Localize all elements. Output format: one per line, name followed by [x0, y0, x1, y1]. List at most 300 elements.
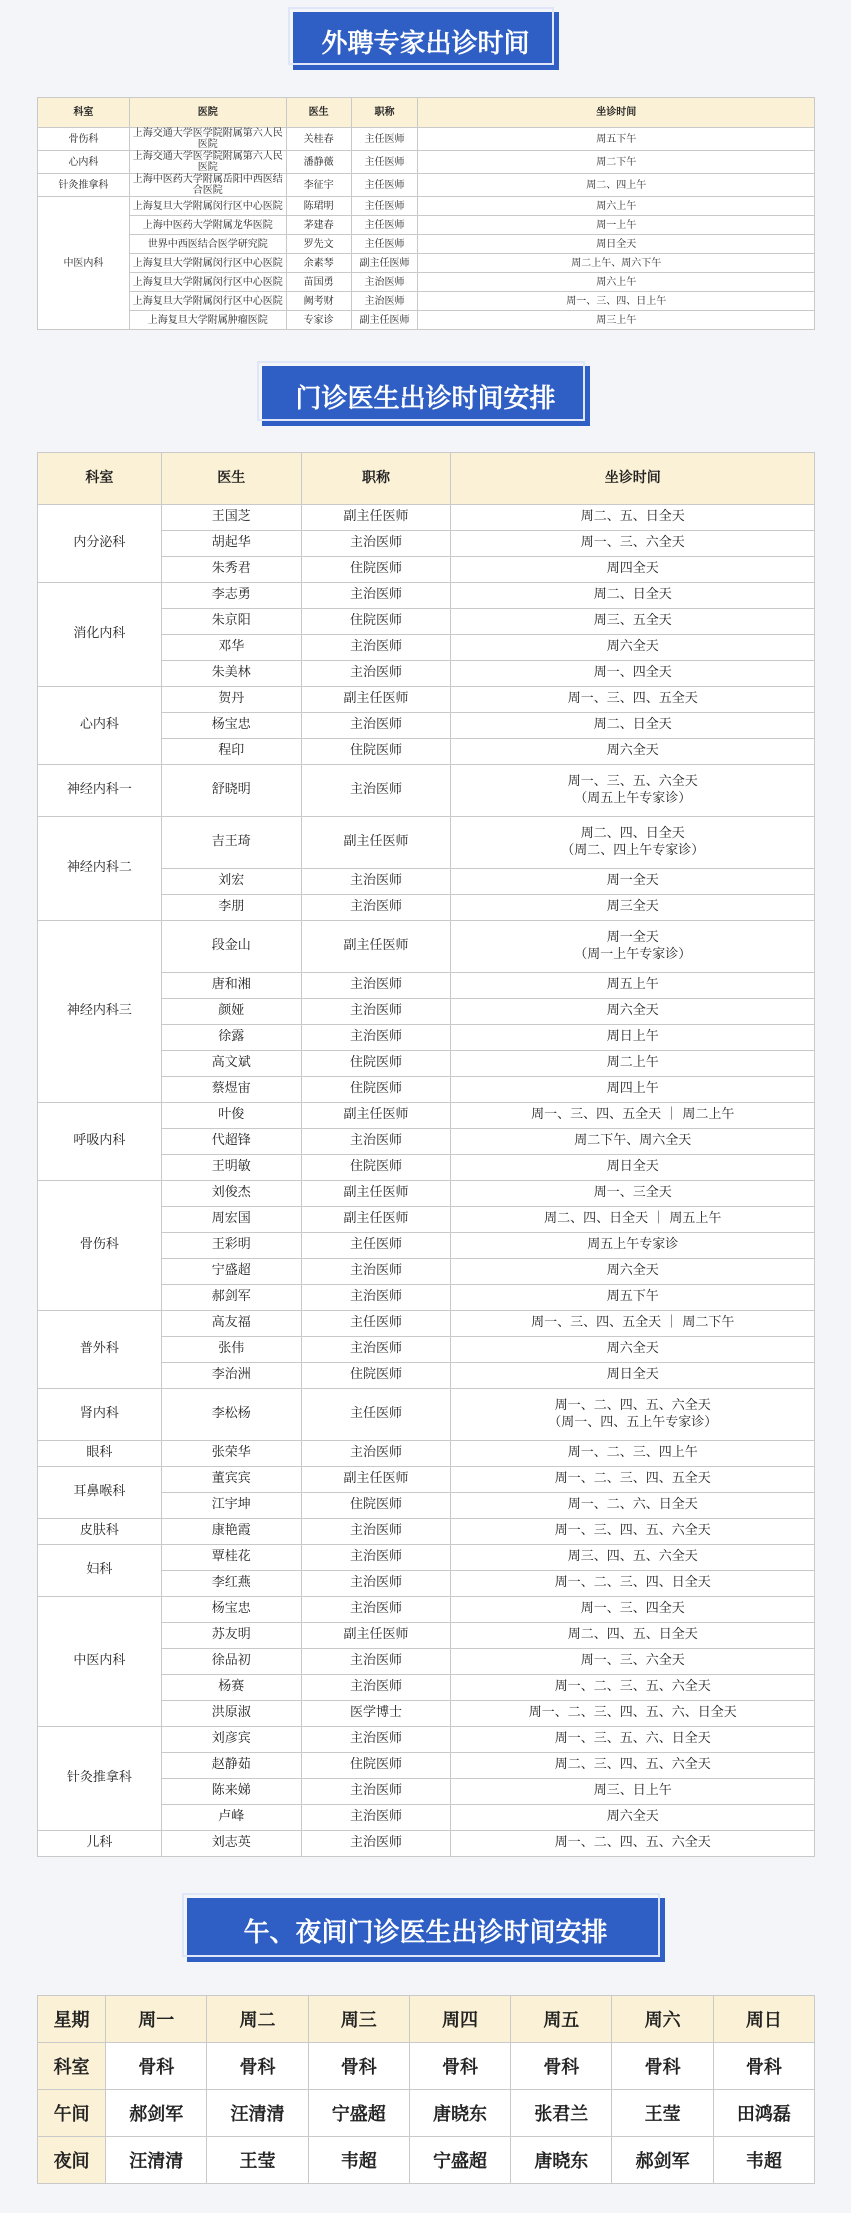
- hospital-cell: 上海中医药大学附属岳阳中西医结合医院: [129, 174, 286, 197]
- schedule-cell: 田鸿磊: [713, 2090, 814, 2137]
- external-expert-table: [37, 97, 815, 330]
- doctor-cell: 朱秀君: [161, 557, 301, 583]
- doctor-cell: 张伟: [161, 1337, 301, 1363]
- doctor-cell: 贺丹: [161, 687, 301, 713]
- doctor-cell: 吉王琦: [161, 817, 301, 869]
- title-cell: 主任医师: [351, 174, 418, 197]
- schedule-cell-line: 周一、四全天: [593, 665, 672, 681]
- table-row: [38, 1545, 815, 1571]
- schedule-cell: 王莹: [207, 2137, 308, 2184]
- schedule-cell: 骨科: [713, 2043, 814, 2090]
- schedule-cell: [451, 1545, 815, 1571]
- table-row: [38, 817, 815, 869]
- hospital-cell: 世界中西医结合医学研究院: [129, 235, 286, 254]
- schedule-cell-line: 周一、三、五、六、日全天: [554, 1731, 711, 1747]
- schedule-cell: 唐晓东: [409, 2090, 510, 2137]
- title-cell: 住院医师: [301, 1051, 451, 1077]
- schedule-cell: [451, 557, 815, 583]
- evening-schedule-table: [37, 1995, 815, 2184]
- table-row: [38, 583, 815, 609]
- doctor-cell: 高文斌: [161, 1051, 301, 1077]
- title-cell: 副主任医师: [301, 687, 451, 713]
- dept-cell: 针灸推拿科: [38, 1727, 162, 1831]
- table-row: [38, 1727, 815, 1753]
- doctor-cell: 郝剑军: [161, 1285, 301, 1311]
- schedule-cell-line: 周日全天: [606, 1367, 659, 1383]
- table-row: [38, 1831, 815, 1857]
- title-cell: 主治医师: [351, 273, 418, 292]
- hospital-cell: 上海复旦大学附属肿瘤医院: [129, 311, 286, 330]
- doctor-cell: 王国芝: [161, 505, 301, 531]
- schedule-cell: [451, 895, 815, 921]
- hospital-cell: 上海交通大学医学院附属第六人民医院: [129, 128, 286, 151]
- schedule-cell: [451, 687, 815, 713]
- dept-cell: 骨伤科: [38, 128, 130, 151]
- title-cell: 住院医师: [301, 557, 451, 583]
- doctor-cell: 专家诊: [286, 311, 351, 330]
- external-header-cell: 医生: [286, 98, 351, 128]
- doctor-cell: 王明敏: [161, 1155, 301, 1181]
- doctor-cell: 舒晓明: [161, 765, 301, 817]
- table-row: [38, 921, 815, 973]
- section-title-external: 外聘专家出诊时间: [293, 12, 559, 70]
- schedule-cell: [451, 1233, 815, 1259]
- doctor-cell: 阙考财: [286, 292, 351, 311]
- title-cell: 住院医师: [301, 1077, 451, 1103]
- schedule-cell: 汪清清: [207, 2090, 308, 2137]
- outpatient-header-cell: 医生: [161, 453, 301, 505]
- doctor-cell: 李朋: [161, 895, 301, 921]
- dept-cell: 心内科: [38, 687, 162, 765]
- table-row: [38, 1181, 815, 1207]
- title-cell: 主治医师: [301, 1441, 451, 1467]
- title-cell: 主治医师: [301, 1779, 451, 1805]
- schedule-cell: [451, 1675, 815, 1701]
- schedule-cell: 周六上午: [418, 273, 815, 292]
- schedule-cell: 韦超: [713, 2137, 814, 2184]
- title-cell: 主治医师: [301, 1727, 451, 1753]
- hospital-cell: 上海中医药大学附属龙华医院: [129, 216, 286, 235]
- dept-cell: 呼吸内科: [38, 1103, 162, 1181]
- title-cell: 副主任医师: [351, 311, 418, 330]
- table-row: [38, 2137, 815, 2184]
- schedule-cell: 周日全天: [418, 235, 815, 254]
- weekday-header-cell: 周二: [207, 1996, 308, 2043]
- schedule-cell: 唐晓东: [511, 2137, 612, 2184]
- title-cell: 副主任医师: [301, 921, 451, 973]
- schedule-cell: [451, 999, 815, 1025]
- schedule-cell: [451, 1701, 815, 1727]
- dept-cell: 内分泌科: [38, 505, 162, 583]
- doctor-cell: 余素琴: [286, 254, 351, 273]
- row-label-cell: 科室: [38, 2043, 106, 2090]
- doctor-cell: 叶俊: [161, 1103, 301, 1129]
- schedule-cell-line: 周一、三全天: [593, 1185, 672, 1201]
- dept-cell: 普外科: [38, 1311, 162, 1389]
- outpatient-schedule-table: [37, 452, 815, 1857]
- table-row: [38, 2043, 815, 2090]
- schedule-cell-line: （周二、四上午专家诊）: [561, 842, 705, 858]
- dept-cell: 眼科: [38, 1441, 162, 1467]
- schedule-cell: [451, 1337, 815, 1363]
- weekday-header-cell: 周三: [308, 1996, 409, 2043]
- schedule-cell: 周二、四上午: [418, 174, 815, 197]
- schedule-cell: [451, 1129, 815, 1155]
- dept-cell: 心内科: [38, 151, 130, 174]
- schedule-cell-line: 周一、三、四、五全天 ｜ 周二上午: [531, 1107, 735, 1123]
- table-row: [38, 151, 815, 174]
- schedule-cell-line: 周一、二、三、四、五全天: [554, 1471, 711, 1487]
- title-cell: 主治医师: [351, 292, 418, 311]
- doctor-cell: 赵静茹: [161, 1753, 301, 1779]
- doctor-cell: 程印: [161, 739, 301, 765]
- doctor-cell: 董宾宾: [161, 1467, 301, 1493]
- title-cell: 主任医师: [351, 216, 418, 235]
- doctor-cell: 杨赛: [161, 1675, 301, 1701]
- schedule-cell: [451, 1519, 815, 1545]
- schedule-cell: 骨科: [308, 2043, 409, 2090]
- schedule-cell-line: 周一全天: [606, 930, 659, 946]
- schedule-cell-line: 周六全天: [606, 1263, 659, 1279]
- table-row: [38, 1597, 815, 1623]
- external-header-cell: 职称: [351, 98, 418, 128]
- schedule-cell: 郝剑军: [612, 2137, 713, 2184]
- schedule-cell: [451, 1389, 815, 1441]
- table-row: [38, 1311, 815, 1337]
- title-cell: 主治医师: [301, 1519, 451, 1545]
- table-row: [38, 1519, 815, 1545]
- schedule-cell: 周二下午: [418, 151, 815, 174]
- schedule-cell: [451, 1441, 815, 1467]
- doctor-cell: 邓华: [161, 635, 301, 661]
- title-cell: 主治医师: [301, 869, 451, 895]
- doctor-cell: 代超锋: [161, 1129, 301, 1155]
- title-cell: 主治医师: [301, 999, 451, 1025]
- title-cell: 住院医师: [301, 1493, 451, 1519]
- section-title-evening: 午、夜间门诊医生出诊时间安排: [187, 1898, 665, 1962]
- table-row: [38, 216, 815, 235]
- doctor-cell: 朱京阳: [161, 609, 301, 635]
- schedule-cell-line: （周一上午专家诊）: [574, 946, 692, 962]
- title-cell: 副主任医师: [301, 505, 451, 531]
- title-cell: 主治医师: [301, 1649, 451, 1675]
- doctor-cell: 洪原淑: [161, 1701, 301, 1727]
- schedule-cell: [451, 1207, 815, 1233]
- schedule-cell: 骨科: [409, 2043, 510, 2090]
- dept-cell: 皮肤科: [38, 1519, 162, 1545]
- table-row: [38, 2090, 815, 2137]
- schedule-cell-line: 周二、日全天: [593, 717, 672, 733]
- external-header-cell: 科室: [38, 98, 130, 128]
- dept-cell: 肾内科: [38, 1389, 162, 1441]
- schedule-cell: [451, 1805, 815, 1831]
- schedule-cell-line: 周二、四、日全天 ｜ 周五上午: [544, 1211, 722, 1227]
- dept-cell: 儿科: [38, 1831, 162, 1857]
- title-cell: 住院医师: [301, 1363, 451, 1389]
- schedule-cell-line: 周一、三、四、五全天: [567, 691, 698, 707]
- title-cell: 主治医师: [301, 1545, 451, 1571]
- doctor-cell: 杨宝忠: [161, 713, 301, 739]
- doctor-cell: 蔡煜宙: [161, 1077, 301, 1103]
- dept-cell: 骨伤科: [38, 1181, 162, 1311]
- schedule-cell-line: （周一、四、五上午专家诊）: [548, 1414, 718, 1430]
- schedule-cell: 周二上午、周六下午: [418, 254, 815, 273]
- table-row: [38, 1467, 815, 1493]
- doctor-cell: 李红燕: [161, 1571, 301, 1597]
- schedule-cell-line: 周五上午: [606, 977, 659, 993]
- title-cell: 主治医师: [301, 1675, 451, 1701]
- schedule-cell: 骨科: [207, 2043, 308, 2090]
- schedule-cell-line: 周一、三、五、六全天: [567, 774, 698, 790]
- hospital-cell: 上海复旦大学附属闵行区中心医院: [129, 254, 286, 273]
- table-row: [38, 687, 815, 713]
- schedule-cell-line: 周三全天: [606, 899, 659, 915]
- schedule-cell-line: 周六全天: [606, 639, 659, 655]
- schedule-cell: [451, 817, 815, 869]
- doctor-cell: 刘彦宾: [161, 1727, 301, 1753]
- schedule-cell-line: 周四上午: [606, 1081, 659, 1097]
- title-cell: 主任医师: [351, 128, 418, 151]
- dept-cell: 中医内科: [38, 197, 130, 330]
- weekday-header-cell: 周一: [106, 1996, 207, 2043]
- title-cell: 主治医师: [301, 1285, 451, 1311]
- doctor-cell: 段金山: [161, 921, 301, 973]
- outpatient-header-cell: 职称: [301, 453, 451, 505]
- table-row: [38, 128, 815, 151]
- schedule-cell: [451, 583, 815, 609]
- schedule-cell: [451, 1155, 815, 1181]
- title-cell: 主任医师: [351, 151, 418, 174]
- weekday-header-cell: 周五: [511, 1996, 612, 2043]
- schedule-cell: [451, 1051, 815, 1077]
- schedule-cell-line: 周一、二、三、四上午: [567, 1445, 698, 1461]
- weekday-header-cell: 周六: [612, 1996, 713, 2043]
- title-cell: 主治医师: [301, 1831, 451, 1857]
- schedule-cell: 周三上午: [418, 311, 815, 330]
- schedule-cell-line: 周三、日上午: [593, 1783, 672, 1799]
- schedule-cell: 王莹: [612, 2090, 713, 2137]
- title-cell: 主任医师: [301, 1311, 451, 1337]
- schedule-cell-line: 周二、四、日全天: [580, 826, 685, 842]
- schedule-cell: [451, 973, 815, 999]
- doctor-cell: 宁盛超: [161, 1259, 301, 1285]
- title-cell: 主治医师: [301, 973, 451, 999]
- schedule-cell: 宁盛超: [308, 2090, 409, 2137]
- doctor-cell: 苏友明: [161, 1623, 301, 1649]
- schedule-cell: 骨科: [612, 2043, 713, 2090]
- schedule-cell-line: 周二、三、四、五、六全天: [554, 1757, 711, 1773]
- doctor-cell: 刘宏: [161, 869, 301, 895]
- doctor-cell: 李松杨: [161, 1389, 301, 1441]
- schedule-cell-line: 周五上午专家诊: [587, 1237, 679, 1253]
- title-cell: 副主任医师: [301, 1181, 451, 1207]
- title-cell: 住院医师: [301, 1155, 451, 1181]
- schedule-cell-line: 周六全天: [606, 1341, 659, 1357]
- table-row: [38, 254, 815, 273]
- schedule-cell-line: 周一、二、三、五、六全天: [554, 1679, 711, 1695]
- doctor-cell: 杨宝忠: [161, 1597, 301, 1623]
- doctor-cell: 刘俊杰: [161, 1181, 301, 1207]
- title-cell: 住院医师: [301, 609, 451, 635]
- external-header-cell: 坐诊时间: [418, 98, 815, 128]
- schedule-cell-line: 周五下午: [606, 1289, 659, 1305]
- table-row: [38, 311, 815, 330]
- schedule-cell: [451, 1493, 815, 1519]
- doctor-cell: 胡起华: [161, 531, 301, 557]
- schedule-cell-line: 周六全天: [606, 1809, 659, 1825]
- schedule-cell: [451, 505, 815, 531]
- table-row: [38, 273, 815, 292]
- row-label-cell: 夜间: [38, 2137, 106, 2184]
- schedule-cell: [451, 713, 815, 739]
- schedule-cell: [451, 739, 815, 765]
- schedule-cell-line: 周一、三、四、五、六全天: [554, 1523, 711, 1539]
- schedule-cell: [451, 921, 815, 973]
- schedule-cell-line: 周四全天: [606, 561, 659, 577]
- title-cell: 主治医师: [301, 1597, 451, 1623]
- title-cell: 副主任医师: [301, 1103, 451, 1129]
- dept-cell: 神经内科二: [38, 817, 162, 921]
- section-title-outpatient: 门诊医生出诊时间安排: [262, 366, 590, 426]
- schedule-cell: [451, 1779, 815, 1805]
- title-cell: 副主任医师: [301, 1207, 451, 1233]
- table-row: [38, 292, 815, 311]
- external-header-cell: 医院: [129, 98, 286, 128]
- weekday-header-cell: 星期: [38, 1996, 106, 2043]
- schedule-cell: [451, 635, 815, 661]
- doctor-cell: 徐露: [161, 1025, 301, 1051]
- table-row: [38, 174, 815, 197]
- title-cell: 住院医师: [301, 1753, 451, 1779]
- table-row: [38, 197, 815, 216]
- schedule-cell-line: （周五上午专家诊）: [574, 790, 692, 806]
- title-cell: 主治医师: [301, 531, 451, 557]
- schedule-cell-line: 周三、五全天: [593, 613, 672, 629]
- schedule-cell: 宁盛超: [409, 2137, 510, 2184]
- schedule-cell-line: 周一、三、四全天: [580, 1601, 685, 1617]
- doctor-cell: 陈来娣: [161, 1779, 301, 1805]
- doctor-cell: 张荣华: [161, 1441, 301, 1467]
- dept-cell: 神经内科一: [38, 765, 162, 817]
- doctor-cell: 王彩明: [161, 1233, 301, 1259]
- schedule-cell-line: 周二、日全天: [593, 587, 672, 603]
- title-cell: 主治医师: [301, 1129, 451, 1155]
- doctor-cell: 关桂春: [286, 128, 351, 151]
- title-cell: 主治医师: [301, 661, 451, 687]
- schedule-cell-line: 周一、三、四、五全天 ｜ 周二下午: [531, 1315, 735, 1331]
- schedule-cell-line: 周一、二、三、四、日全天: [554, 1575, 711, 1591]
- table-row: [38, 1441, 815, 1467]
- schedule-cell: 骨科: [511, 2043, 612, 2090]
- title-cell: 主治医师: [301, 1337, 451, 1363]
- title-cell: 主治医师: [301, 1805, 451, 1831]
- doctor-cell: 高友福: [161, 1311, 301, 1337]
- schedule-cell: [451, 1025, 815, 1051]
- title-cell: 副主任医师: [351, 254, 418, 273]
- schedule-cell: 汪清清: [106, 2137, 207, 2184]
- schedule-cell-line: 周一、二、四、五、六全天: [554, 1398, 711, 1414]
- schedule-cell: [451, 1311, 815, 1337]
- doctor-cell: 颜娅: [161, 999, 301, 1025]
- doctor-cell: 李征宇: [286, 174, 351, 197]
- schedule-cell: 周六上午: [418, 197, 815, 216]
- doctor-cell: 覃桂花: [161, 1545, 301, 1571]
- schedule-cell-line: 周一、二、三、四、五、六、日全天: [528, 1705, 737, 1721]
- dept-cell: 神经内科三: [38, 921, 162, 1103]
- schedule-cell: [451, 765, 815, 817]
- schedule-cell: [451, 1649, 815, 1675]
- schedule-cell: 周一、三、四、日上午: [418, 292, 815, 311]
- schedule-cell-line: 周六全天: [606, 1003, 659, 1019]
- doctor-cell: 江宇坤: [161, 1493, 301, 1519]
- doctor-cell: 茅建春: [286, 216, 351, 235]
- table-row: [38, 1103, 815, 1129]
- doctor-cell: 卢峰: [161, 1805, 301, 1831]
- title-cell: 主任医师: [301, 1389, 451, 1441]
- outpatient-header-cell: 科室: [38, 453, 162, 505]
- schedule-cell: [451, 609, 815, 635]
- title-cell: 主治医师: [301, 635, 451, 661]
- doctor-cell: 周宏国: [161, 1207, 301, 1233]
- schedule-cell: [451, 1285, 815, 1311]
- hospital-cell: 上海复旦大学附属闵行区中心医院: [129, 292, 286, 311]
- doctor-cell: 罗先文: [286, 235, 351, 254]
- schedule-cell: [451, 661, 815, 687]
- doctor-cell: 李志勇: [161, 583, 301, 609]
- dept-cell: 妇科: [38, 1545, 162, 1597]
- title-cell: 主治医师: [301, 583, 451, 609]
- doctor-cell: 苗国勇: [286, 273, 351, 292]
- title-cell: 主治医师: [301, 1259, 451, 1285]
- title-cell: 住院医师: [301, 739, 451, 765]
- schedule-cell: 骨科: [106, 2043, 207, 2090]
- outpatient-header-cell: 坐诊时间: [451, 453, 815, 505]
- title-cell: 主任医师: [351, 197, 418, 216]
- schedule-cell-line: 周三、四、五、六全天: [567, 1549, 698, 1565]
- schedule-cell: 张君兰: [511, 2090, 612, 2137]
- schedule-cell: [451, 1597, 815, 1623]
- title-cell: 主治医师: [301, 895, 451, 921]
- schedule-cell: [451, 1181, 815, 1207]
- schedule-cell: 周一上午: [418, 216, 815, 235]
- doctor-cell: 徐品初: [161, 1649, 301, 1675]
- title-cell: 主治医师: [301, 1025, 451, 1051]
- row-label-cell: 午间: [38, 2090, 106, 2137]
- title-cell: 主治医师: [301, 713, 451, 739]
- schedule-cell-line: 周一、二、四、五、六全天: [554, 1835, 711, 1851]
- title-cell: 主治医师: [301, 1571, 451, 1597]
- schedule-cell: 韦超: [308, 2137, 409, 2184]
- schedule-cell-line: 周日全天: [606, 1159, 659, 1175]
- title-cell: 副主任医师: [301, 1623, 451, 1649]
- title-cell: 副主任医师: [301, 1467, 451, 1493]
- schedule-cell-line: 周一、三、六全天: [580, 1653, 685, 1669]
- schedule-cell: 周五下午: [418, 128, 815, 151]
- hospital-cell: 上海复旦大学附属闵行区中心医院: [129, 197, 286, 216]
- table-row: [38, 1389, 815, 1441]
- schedule-cell-line: 周一、二、六、日全天: [567, 1497, 698, 1513]
- schedule-cell: [451, 1103, 815, 1129]
- title-cell: 主任医师: [351, 235, 418, 254]
- title-cell: 主治医师: [301, 765, 451, 817]
- schedule-cell-line: 周一全天: [606, 873, 659, 889]
- table-row: [38, 235, 815, 254]
- doctor-cell: 朱美林: [161, 661, 301, 687]
- schedule-cell: [451, 1077, 815, 1103]
- table-row: [38, 765, 815, 817]
- table-row: [38, 505, 815, 531]
- schedule-cell: [451, 531, 815, 557]
